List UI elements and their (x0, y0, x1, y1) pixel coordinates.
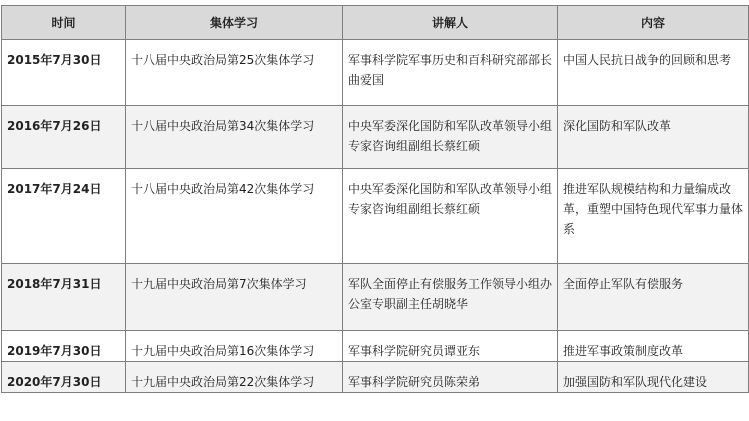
cell-date: 2019年7月30日 (2, 331, 126, 362)
cell-session: 十九届中央政治局第16次集体学习 (126, 331, 343, 362)
cell-lecturer: 中央军委深化国防和军队改革领导小组专家咨询组副组长蔡红硕 (343, 169, 558, 264)
cell-content: 推进军队规模结构和力量编成改革，重塑中国特色现代军事力量体系 (558, 169, 749, 264)
cell-content: 推进军事政策制度改革 (558, 331, 749, 362)
table-row (2, 264, 749, 331)
cell-lecturer: 军队全面停止有偿服务工作领导小组办公室专职副主任胡晓华 (343, 264, 558, 331)
cell-date: 2018年7月31日 (2, 264, 126, 331)
cell-lecturer: 军事科学院军事历史和百科研究部部长曲爱国 (343, 40, 558, 106)
table-row (2, 331, 749, 362)
cell-session: 十九届中央政治局第7次集体学习 (126, 264, 343, 331)
cell-session: 十九届中央政治局第22次集体学习 (126, 362, 343, 393)
cell-content: 中国人民抗日战争的回顾和思考 (558, 40, 749, 106)
table-row (2, 40, 749, 106)
cell-date: 2016年7月26日 (2, 106, 126, 169)
table-row (2, 362, 749, 393)
cell-date: 2020年7月30日 (2, 362, 126, 393)
cell-content: 深化国防和军队改革 (558, 106, 749, 169)
table-header-row (2, 6, 749, 40)
header-lecturer: 讲解人 (343, 6, 558, 40)
header-date: 时间 (2, 6, 126, 40)
header-session: 集体学习 (126, 6, 343, 40)
cell-session: 十八届中央政治局第42次集体学习 (126, 169, 343, 264)
cell-session: 十八届中央政治局第25次集体学习 (126, 40, 343, 106)
cell-date: 2017年7月24日 (2, 169, 126, 264)
cell-date: 2015年7月30日 (2, 40, 126, 106)
cell-session: 十八届中央政治局第34次集体学习 (126, 106, 343, 169)
cell-lecturer: 军事科学院研究员谭亚东 (343, 331, 558, 362)
cell-lecturer: 军事科学院研究员陈荣弟 (343, 362, 558, 393)
table-row (2, 106, 749, 169)
cell-lecturer: 中央军委深化国防和军队改革领导小组专家咨询组副组长蔡红硕 (343, 106, 558, 169)
cell-content: 加强国防和军队现代化建设 (558, 362, 749, 393)
cell-content: 全面停止军队有偿服务 (558, 264, 749, 331)
table-row (2, 169, 749, 264)
study-sessions-table (1, 5, 749, 393)
header-content: 内容 (558, 6, 749, 40)
